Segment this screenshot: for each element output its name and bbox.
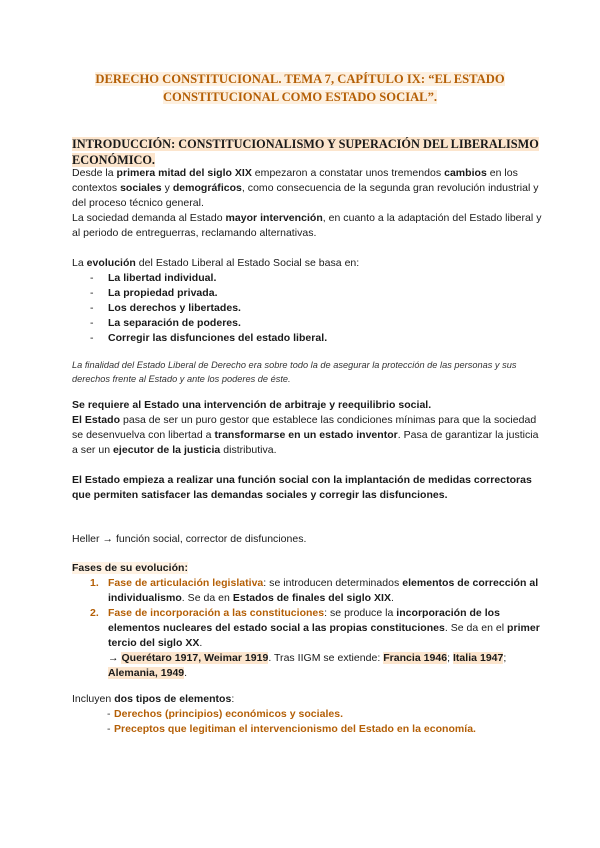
list-item: - Derechos (principios) económicos y sociales.: [72, 707, 542, 722]
paragraph-demanda: La sociedad demanda al Estado mayor intervención, en cuanto a la adaptación del Estado liberal y al periodo de entreguerras, reclamando alternativas.: [72, 212, 542, 239]
title-line-1: DERECHO CONSTITUCIONAL. TEMA 7, CAPÍTULO IX: “EL ESTADO: [95, 72, 505, 86]
evolution-list: [72, 271, 542, 346]
heading-line-1: INTRODUCCIÓN: CONSTITUCIONALISMO Y SUPERACIÓN DEL LIBERALISMO: [72, 137, 539, 151]
phases-list: [72, 576, 542, 681]
list-item: - Preceptos que legitiman el intervencionismo del Estado en la economía.: [72, 722, 542, 737]
section-heading-introduccion: [72, 137, 542, 168]
list-item: - Corregir las disfunciones del estado liberal.: [72, 331, 542, 346]
evolution-intro: La evolución del Estado Liberal al Estado Social se basa en:: [72, 257, 360, 269]
list-item: - La libertad individual.: [72, 271, 542, 286]
heading-line-2: ECONÓMICO.: [72, 152, 156, 167]
elements-block: [72, 692, 542, 737]
phases-heading: Fases de su evolución:: [72, 562, 188, 574]
list-item: - Los derechos y libertades.: [72, 301, 542, 316]
phases-block: [72, 561, 542, 681]
evolution-block: [72, 256, 542, 346]
requirement-sentence: Se requiere al Estado una intervención de arbitraje y reequilibrio social.: [72, 399, 432, 411]
heller-note: Heller → función social, corrector de disfunciones.: [72, 533, 307, 545]
italic-note: La finalidad del Estado Liberal de Derecho era sobre todo la de asegurar la protección de las personas y sus derechos frente al Estado y ante los poderes de éste.: [72, 360, 517, 384]
list-item: - La propiedad privada.: [72, 286, 542, 301]
elements-intro: Incluyen dos tipos de elementos:: [72, 693, 235, 705]
paragraph-siglo-xix: Desde la primera mitad del siglo XIX empezaron a constatar unos tremendos cambios en los contextos sociales y demográficos, como consecuencia de la segunda gran revolución industrial y del proceso técnico general.: [72, 167, 539, 209]
list-item: - La separación de poderes.: [72, 316, 542, 331]
phase-item-2: 2. Fase de incorporación a las constituciones: se produce la incorporación de los elementos nucleares del estado social a las propias constituciones. Se da en el primer tercio del siglo XX. → Querétaro 1917, Weimar 1919. Tras IIGM se extiende: Francia 1946; Italia 1947; Alemania, 1949.: [90, 607, 540, 679]
social-function-paragraph: El Estado empieza a realizar una función social con la implantación de medidas correctoras que permiten satisfacer las demandas sociales y corregir las disfunciones.: [72, 474, 532, 501]
elements-list: [72, 707, 542, 737]
paragraph-estado-inventor: El Estado pasa de ser un puro gestor que establece las condiciones mínimas para que la sociedad se desenvuelva con libertad a transformarse en un estado inventor. Pasa de garantizar la justicia a ser un ejecutor de la justicia distributiva.: [72, 414, 539, 456]
document-title: [60, 71, 540, 106]
intro-paragraphs: [72, 166, 542, 241]
intervention-block: [72, 398, 542, 458]
phase-2-examples: → Querétaro 1917, Weimar 1919. Tras IIGM se extiende: Francia 1946; Italia 1947; Alemania, 1949.: [108, 652, 507, 679]
title-line-2: CONSTITUCIONAL COMO ESTADO SOCIAL”.: [162, 89, 438, 104]
phase-item-1: 1. Fase de articulación legislativa: se introducen determinados elementos de corrección al individualismo. Se da en Estados de finales del siglo XIX.: [90, 577, 539, 604]
